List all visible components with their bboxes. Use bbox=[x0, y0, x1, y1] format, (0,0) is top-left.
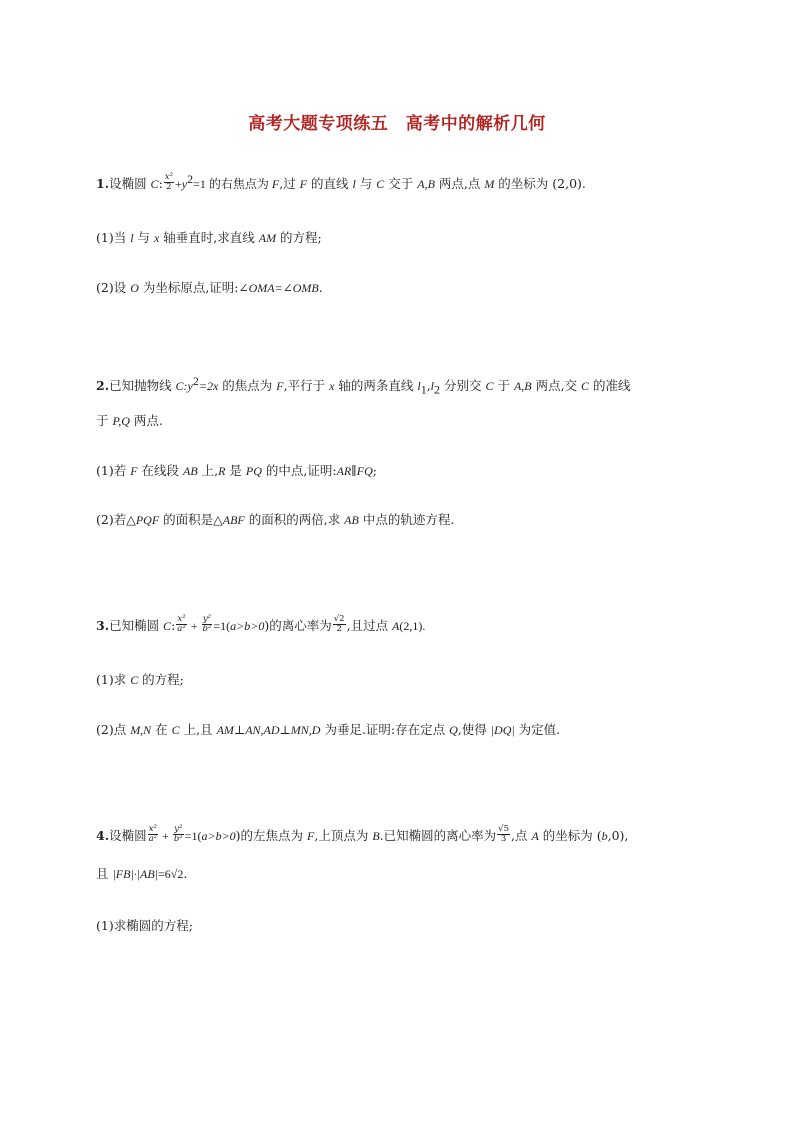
text-run: |FB|·|AB| bbox=[112, 867, 158, 881]
text-run: l bbox=[130, 231, 134, 245]
text-run: a>b>0 bbox=[201, 829, 236, 843]
text-run: .已知椭圆的离心率为 bbox=[379, 828, 497, 843]
text-run: ,过 bbox=[279, 176, 300, 191]
text-run: (1)当 bbox=[96, 230, 131, 245]
text-run: 是 bbox=[225, 463, 246, 478]
text-run: 的中点,证明: bbox=[261, 463, 337, 478]
text-run: F bbox=[130, 464, 138, 478]
text-run: 2 bbox=[336, 624, 342, 634]
text-run: 的准线 bbox=[589, 378, 631, 393]
text-run: Q bbox=[449, 723, 458, 737]
text-run: 的直线 bbox=[307, 176, 353, 191]
text-run: 为定值. bbox=[514, 722, 561, 737]
text-run: 于 bbox=[493, 378, 514, 393]
text-run: C bbox=[130, 673, 139, 687]
text-run: =6 bbox=[158, 867, 171, 881]
text-run: x² bbox=[148, 824, 157, 834]
text-run: )的离心率为 bbox=[264, 618, 332, 633]
text-run: F bbox=[299, 177, 308, 191]
text-run: P,Q bbox=[112, 414, 130, 428]
problem-number: 1. bbox=[96, 176, 110, 191]
fraction bbox=[176, 615, 186, 634]
text-run: PQ bbox=[245, 464, 262, 478]
text-run: 2 bbox=[166, 182, 172, 192]
text-run: 轴垂直时,求直线 bbox=[159, 230, 259, 245]
text-run: AR∥FQ bbox=[336, 464, 373, 478]
text-run: a² bbox=[177, 624, 186, 634]
text-run: 的方程; bbox=[138, 672, 184, 687]
problem-4-stem bbox=[96, 826, 716, 846]
fraction bbox=[497, 825, 510, 844]
problem-2-part-1 bbox=[96, 461, 716, 481]
text-run: 两点,点 bbox=[434, 176, 485, 191]
text-run: 上,且 bbox=[179, 722, 217, 737]
text-run: =1( bbox=[184, 829, 202, 843]
text-run: C bbox=[171, 723, 180, 737]
text-run: 已知抛物线 bbox=[109, 378, 176, 393]
text-run: =2x bbox=[198, 379, 219, 393]
text-run: =1( bbox=[213, 619, 231, 633]
text-run: 3 bbox=[500, 834, 507, 844]
text-run: ,且过点 bbox=[346, 618, 393, 633]
text-run: A,B bbox=[513, 379, 532, 393]
fraction bbox=[164, 173, 174, 192]
text-run: 的方程; bbox=[276, 230, 322, 245]
text-run: 为坐标原点,证明: bbox=[138, 280, 239, 295]
text-run: C:y bbox=[175, 379, 193, 393]
text-run: x bbox=[153, 231, 160, 245]
text-run: b² bbox=[202, 624, 212, 634]
problem-4-part-1 bbox=[96, 916, 716, 936]
text-run: 交于 bbox=[384, 176, 418, 191]
text-run: (1)若 bbox=[96, 463, 131, 478]
problem-3-part-2 bbox=[96, 720, 716, 740]
text-run: 上, bbox=[197, 463, 219, 478]
text-run: ,平行于 bbox=[283, 378, 330, 393]
text-run: l bbox=[430, 379, 435, 393]
problem-4-stem-continued bbox=[96, 864, 716, 884]
text-run: a² bbox=[148, 834, 158, 844]
text-run: + bbox=[174, 177, 182, 191]
text-run: + bbox=[187, 619, 201, 633]
text-run: 设椭圆 bbox=[109, 176, 151, 191]
text-run: x² bbox=[177, 614, 186, 624]
problem-number: 4. bbox=[96, 828, 110, 843]
text-run: C bbox=[581, 379, 590, 393]
problem-2-stem-continued bbox=[96, 411, 716, 431]
text-run: l bbox=[417, 379, 421, 393]
problem-number: 3. bbox=[96, 618, 110, 633]
text-run: b bbox=[601, 829, 608, 843]
text-run: 为垂足.证明:存在定点 bbox=[320, 722, 450, 737]
text-run: F bbox=[307, 829, 315, 843]
text-run: C bbox=[163, 619, 172, 633]
problem-1-part-2 bbox=[96, 278, 716, 298]
text-run: x² bbox=[164, 172, 173, 182]
text-run: 2 bbox=[192, 373, 199, 388]
text-run: : bbox=[158, 176, 163, 191]
text-run: a>b>0 bbox=[230, 619, 265, 633]
text-run: AM⊥AN,AD⊥MN,D bbox=[216, 723, 321, 737]
text-run: 设椭圆 bbox=[109, 828, 147, 843]
text-run: B bbox=[372, 829, 380, 843]
text-run: ; bbox=[372, 463, 377, 478]
text-run: 1 bbox=[420, 382, 427, 397]
text-run: 2 bbox=[187, 171, 194, 186]
text-run: PQF bbox=[135, 513, 160, 527]
text-run: AB bbox=[182, 464, 198, 478]
text-run: 的面积的两倍,求 bbox=[244, 512, 345, 527]
text-run: 与 bbox=[133, 230, 154, 245]
text-run: . bbox=[318, 280, 323, 295]
fraction bbox=[173, 825, 184, 844]
text-run: : bbox=[171, 618, 176, 633]
text-run: x bbox=[329, 379, 335, 393]
text-run: C bbox=[150, 177, 159, 191]
text-run: )的左焦点为 bbox=[235, 828, 308, 843]
text-run: (2)点 bbox=[96, 722, 131, 737]
text-run: 轴的两条直线 bbox=[334, 378, 418, 393]
text-run: (2)若△ bbox=[96, 512, 136, 527]
text-run: √2 bbox=[333, 614, 345, 624]
problem-2-stem bbox=[96, 373, 716, 397]
text-run: 2 bbox=[434, 382, 441, 397]
text-run: . bbox=[183, 866, 188, 881]
text-run: ,0), bbox=[607, 828, 629, 843]
text-run: 在线段 bbox=[137, 463, 183, 478]
text-run: 且 bbox=[96, 866, 113, 881]
text-run: R bbox=[218, 464, 226, 478]
text-run: ABF bbox=[222, 513, 245, 527]
text-run: 分别交 bbox=[440, 378, 486, 393]
text-run: AM bbox=[258, 231, 277, 245]
text-run: 已知椭圆 bbox=[109, 618, 164, 633]
text-run: AB bbox=[344, 513, 359, 527]
fraction bbox=[202, 615, 213, 634]
text-run: ∠OMA=∠OMB bbox=[238, 281, 319, 295]
fraction bbox=[333, 615, 346, 634]
problem-number: 2. bbox=[96, 378, 110, 393]
text-run: A bbox=[531, 829, 539, 843]
text-run: b² bbox=[173, 834, 183, 844]
text-run: 两点,交 bbox=[531, 378, 582, 393]
text-run: ,使得 bbox=[457, 722, 491, 737]
text-run: C bbox=[485, 379, 494, 393]
square-root: √2 bbox=[170, 867, 184, 881]
page-title: 高考大题专项练五 高考中的解析几何 bbox=[248, 114, 546, 134]
text-run: ,点 bbox=[510, 828, 532, 843]
text-run: (1)求 bbox=[96, 672, 131, 687]
text-run: y² bbox=[174, 824, 183, 834]
text-run: l bbox=[352, 177, 356, 191]
text-run: 的焦点为 bbox=[218, 378, 277, 393]
problem-1-stem bbox=[96, 171, 716, 194]
text-run: + bbox=[159, 829, 172, 843]
text-run: ,上顶点为 bbox=[314, 828, 373, 843]
text-run: y bbox=[181, 177, 188, 191]
problem-3-stem bbox=[96, 616, 716, 636]
text-run: 的坐标为 ( bbox=[538, 828, 602, 843]
text-run: M,N bbox=[130, 723, 152, 737]
fraction bbox=[148, 825, 158, 844]
text-run: (2)设 bbox=[96, 280, 131, 295]
text-run: 于 bbox=[96, 413, 113, 428]
text-run: A,B bbox=[417, 177, 435, 191]
text-run: A bbox=[392, 619, 400, 633]
problem-3-part-1 bbox=[96, 670, 716, 690]
text-run: C bbox=[376, 177, 385, 191]
text-run: 中点的轨迹方程. bbox=[358, 512, 455, 527]
text-run: , bbox=[426, 378, 431, 393]
problem-2-part-2 bbox=[96, 510, 716, 530]
text-run: (2,1). bbox=[399, 619, 426, 633]
text-run: F bbox=[271, 177, 280, 191]
text-run: 在 bbox=[151, 722, 172, 737]
text-run: 的面积是△ bbox=[159, 512, 223, 527]
text-run: F bbox=[276, 379, 284, 393]
text-run: 的坐标为 (2,0). bbox=[494, 176, 586, 191]
text-run: |DQ| bbox=[490, 723, 515, 737]
text-run: √5 bbox=[498, 824, 509, 834]
text-run: 与 bbox=[355, 176, 377, 191]
text-run: =1 的右焦点为 bbox=[193, 177, 272, 191]
text-run: M bbox=[484, 177, 495, 191]
problem-1-part-1 bbox=[96, 228, 716, 248]
text-run: O bbox=[130, 281, 139, 295]
text-run: (1)求椭圆的方程; bbox=[96, 918, 193, 933]
text-run: y² bbox=[202, 614, 212, 624]
text-run: 两点. bbox=[129, 413, 163, 428]
